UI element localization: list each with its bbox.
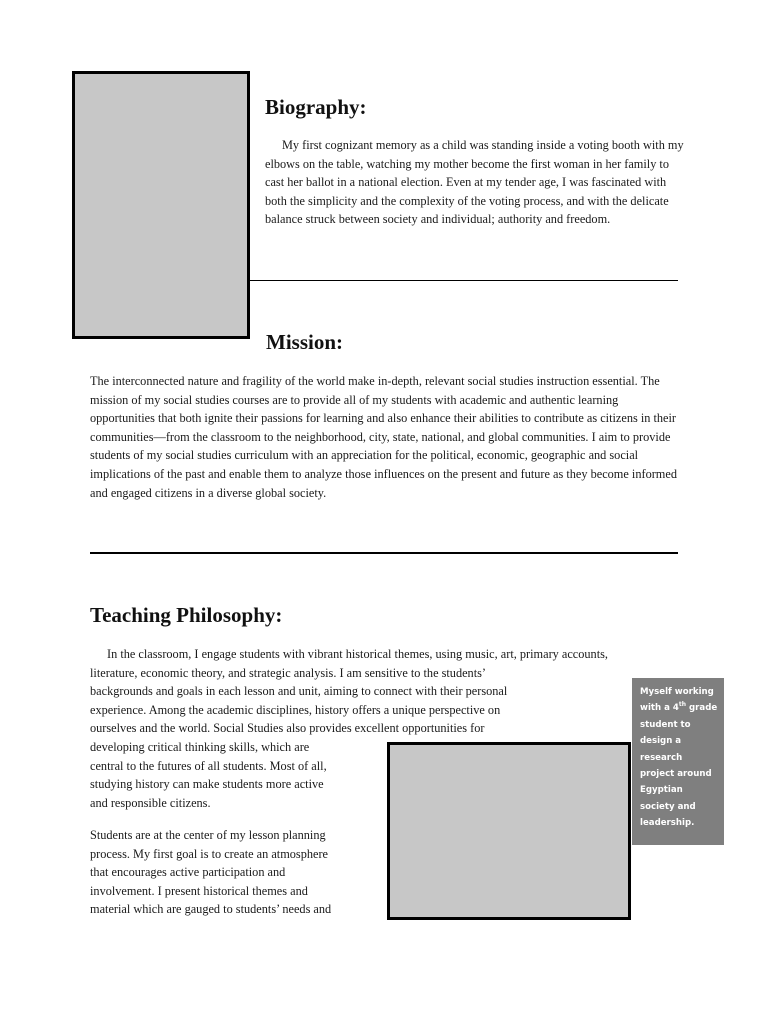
biography-divider — [250, 280, 678, 281]
caption-superscript: th — [678, 701, 687, 709]
mission-text: The interconnected nature and fragility of the world make in-depth, relevant social studies instruction essential. The mission of my social studies courses are to provide all of my students with academic and authentic learning opportunities that both ignite their passions for learning and also enhance their abilities to contribute as citizens in their communities—from the classroom to the neighborhood, city, state, national, and global communities. I aim to provide students of my social studies curriculum with an appreciation for the political, economic, geographic and social implications of the past and enable them to analyze those influences on the present and future as they become informed and engaged citizens in a diverse global society. — [90, 374, 677, 500]
caption-text-start: Myself working with a 4 — [640, 687, 714, 714]
photo-caption — [632, 678, 724, 845]
teaching-line: literature, economic theory, and strategic analysis. I am sensitive to the students’ — [90, 665, 486, 680]
biography-heading: Biography: — [265, 95, 367, 119]
mission-divider — [90, 552, 678, 554]
teaching-line: involvement. I present historical themes and — [90, 883, 308, 898]
teaching-line: process. My first goal is to create an atmosphere — [90, 846, 329, 861]
teaching-line: backgrounds and goals in each lesson and unit, aiming to connect with their personal — [90, 684, 508, 699]
teaching-heading: Teaching Philosophy: — [90, 603, 283, 627]
classroom-photo — [387, 742, 631, 920]
teaching-line: ourselves and the world. Social Studies also provides excellent opportunities for — [90, 721, 485, 736]
teaching-paragraph-2 — [90, 826, 380, 919]
teaching-line: material which are gauged to students’ needs and — [90, 902, 332, 917]
teaching-line: experience. Among the academic disciplines, history offers a unique perspective on — [90, 702, 501, 717]
portrait-photo — [72, 71, 250, 339]
teaching-line: studying history can make students more active — [90, 777, 324, 792]
teaching-line: and responsible citizens. — [90, 795, 211, 810]
teaching-line: In the classroom, I engage students with vibrant historical themes, using music, art, primary accounts, — [107, 647, 608, 661]
caption-text-end: grade student to design a research project around Egyptian society and leadership. — [640, 703, 718, 829]
teaching-line: that encourages active participation and — [90, 865, 286, 880]
mission-heading: Mission: — [266, 330, 344, 354]
teaching-line: Students are at the center of my lesson planning — [90, 828, 326, 842]
biography-text: My first cognizant memory as a child was standing inside a voting booth with my elbows on the table, watching my mother become the first woman in her family to cast her ballot in a national election. Even at my tender age, I was fascinated with both the simplicity and the complexity of the voting process, and with the delicate balance struck between society and individual; authority and freedom. — [265, 138, 684, 227]
teaching-line: central to the futures of all students. Most of all, — [90, 758, 327, 773]
teaching-line: developing critical thinking skills, which are — [90, 739, 310, 754]
